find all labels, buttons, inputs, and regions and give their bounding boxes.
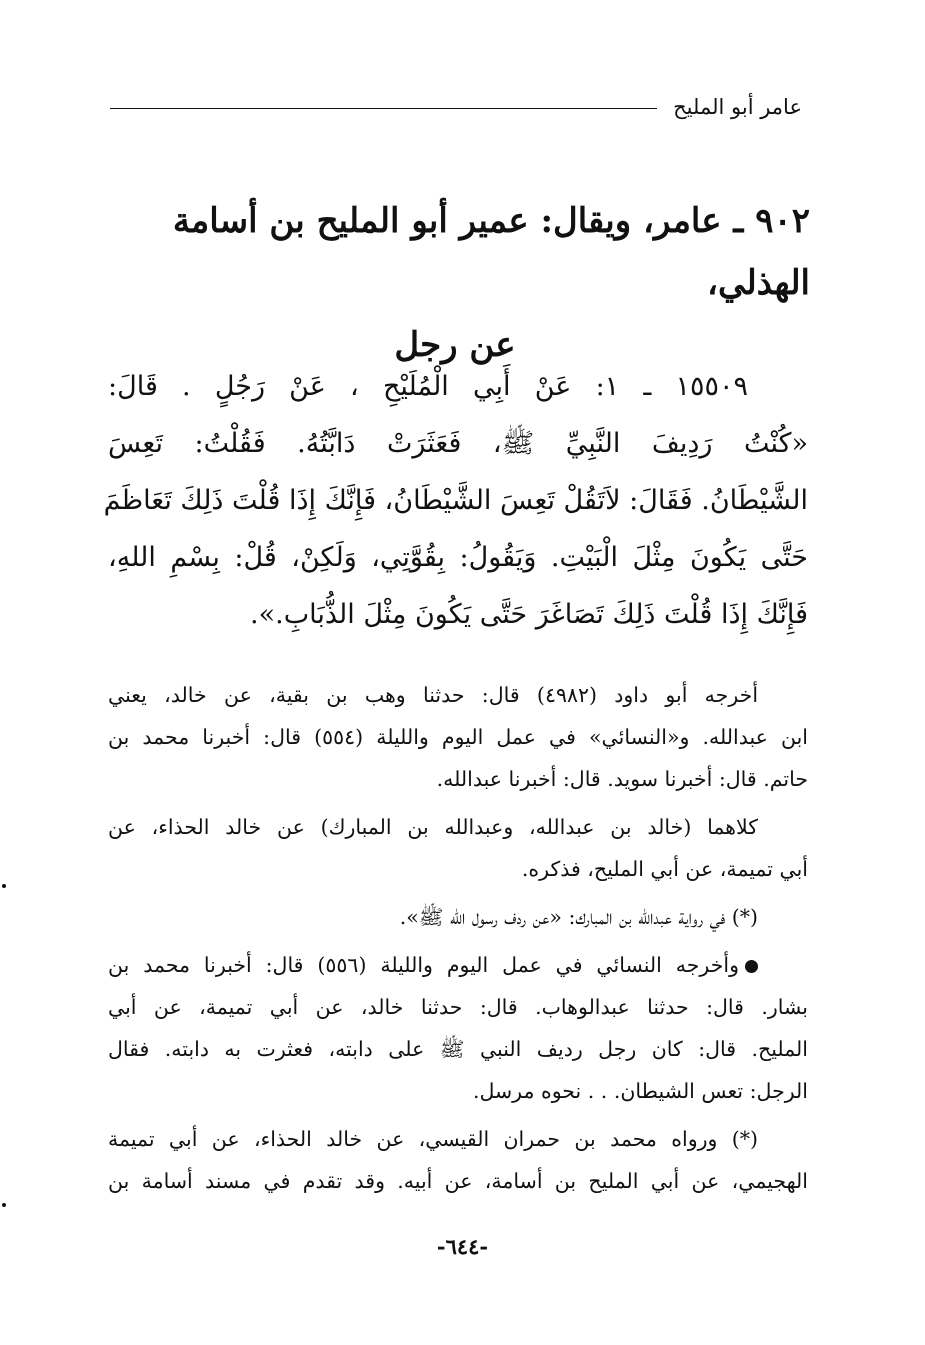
commentary-line: كلاهما (خالد بن عبدالله، وعبدالله بن المبارك) عن خالد الحذاء، عن [108,815,758,839]
header-rule [110,108,657,109]
scan-edge-mark [2,1203,6,1207]
commentary-paragraph-other-chain [108,1118,808,1202]
chapter-heading-line-1: ٩٠٢ ـ عامر، ويقال: عمير أبو المليح بن أسامة الهذلي، [172,201,810,303]
commentary [108,674,808,1208]
hadith-line: فَإِنَّكَ إِذَا قُلْتَ ذَلِكَ تَصَاغَرَ حَتَّى يَكُونَ مِثْلَ الذُّبَابِ.». [250,599,808,630]
commentary-paragraph-nasai [108,944,808,1112]
running-head [110,92,802,122]
commentary-line: (*) ورواه محمد بن حمران القيسي، عن خالد الحذاء، عن أبي تميمة [108,1127,758,1151]
commentary-line: (*) في رواية عبدالله بن المبارك: «عن ردف رسول الله ﷺ». [399,905,758,929]
hadith-line: «كُنْتُ رَدِيفَ النَّبِيِّ ﷺ، فَعَثَرَتْ دَابَّتُهُ. فَقُلْتُ: تَعِسَ [108,428,808,459]
commentary-paragraph-note [108,896,808,938]
commentary-line: حاتم. قال: أخبرنا سويد. قال: أخبرنا عبدالله. [436,767,808,791]
commentary-line: ابن عبدالله. و«النسائي» في عمل اليوم والليلة (٥٥٤) قال: أخبرنا محمد بن [108,725,808,749]
chapter-heading-line-2: عن رجل [394,325,516,365]
hadith-text [103,358,808,643]
chapter-heading [100,190,810,376]
commentary-paragraph-sources [108,674,808,800]
hadith-line: ١٥٥٠٩ ـ ١: عَنْ أَبِي الْمُلَيْحِ ، عَنْ رَجُلٍ . قَالَ: [108,371,749,402]
commentary-paragraph-both [108,806,808,890]
commentary-line [108,944,808,986]
scan-edge-mark [2,884,6,888]
running-head-title: عامر أبو المليح [673,95,802,119]
commentary-line: بشار. قال: حدثنا عبدالوهاب. قال: حدثنا خالد، عن أبي تميمة، عن أبي [108,995,808,1019]
commentary-line: أخرجه أبو داود (٤٩٨٢) قال: حدثنا وهب بن بقية، عن خالد، يعني [108,683,759,707]
bullet-icon [745,960,758,973]
hadith-line: الشَّيْطَانُ. فَقَالَ: لاَتَقُلْ تَعِسَ الشَّيْطَانُ، فَإِنَّكَ إِذَا قُلْتَ ذَلِكَ تَعَاظَمَ [103,485,808,516]
commentary-line: أبي تميمة، عن أبي المليح، فذكره. [521,857,808,881]
commentary-text: وأخرجه النسائي في عمل اليوم والليلة (٥٥٦) قال: أخبرنا محمد بن [108,953,739,977]
page-number: -٦٤٤- [436,1234,489,1259]
commentary-line: الرجل: تعس الشيطان. . . نحوه مرسل. [472,1079,808,1103]
commentary-line: المليح. قال: كان رجل رديف النبي ﷺ على دابته، فعثرت به دابته. فقال [108,1037,808,1061]
commentary-line: الهجيمي، عن أبي المليح بن أسامة، عن أبيه. وقد تقدم في مسند أسامة بن [108,1169,808,1193]
hadith-line: حَتَّى يَكُونَ مِثْلَ الْبَيْتِ. وَيَقُولُ: بِقُوَّتِي، وَلَكِنْ، قُلْ: بِسْمِ اللهِ، [108,542,808,573]
